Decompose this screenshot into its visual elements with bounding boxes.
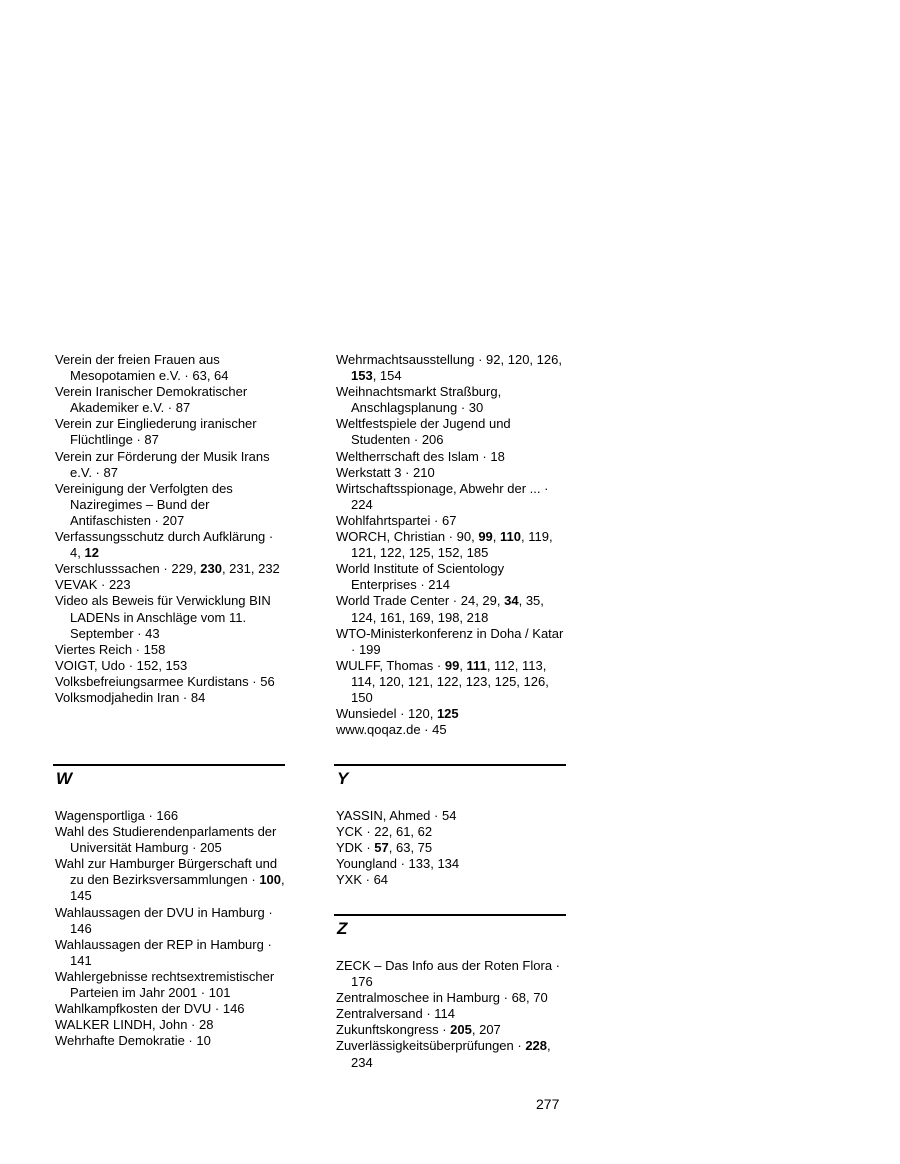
index-entry: VEVAK · 223 — [55, 577, 131, 593]
index-entry: Werkstatt 3 · 210 — [336, 464, 435, 480]
bold-page-reference: 153 — [351, 368, 373, 384]
index-entry: Zentralmoschee in Hamburg · 68, 70 — [336, 990, 548, 1006]
index-entry: Wehrhafte Demokratie · 10 — [55, 1033, 211, 1049]
bold-page-reference: 125 — [436, 706, 459, 722]
index-entry: WTO-Ministerkonferenz in Doha / Katar · 199 — [336, 625, 564, 657]
index-list-y — [336, 808, 568, 888]
index-entry: Zentralversand · 114 — [336, 1006, 455, 1022]
section-rule-w — [53, 764, 285, 766]
index-entry: Zukunftskongress · 205, 207 — [336, 1022, 501, 1038]
index-entry: ZECK – Das Info aus der Roten Flora · 176 — [336, 958, 560, 990]
index-entry: Zuverlässigkeitsüberprüfungen · 228, 234 — [336, 1038, 551, 1070]
index-entry: YASSIN, Ahmed · 54 — [336, 808, 457, 823]
index-entry: Verschlusssachen · 229, 230, 231, 232 — [55, 561, 280, 577]
bold-page-reference: 205 — [450, 1022, 472, 1038]
bold-page-reference: 12 — [84, 545, 99, 561]
bold-page-reference: 99 — [444, 657, 460, 673]
index-entry: Weihnachtsmarkt Straßburg, Anschlagsplanung · 30 — [336, 384, 502, 416]
index-entry: WULFF, Thomas · 99, 111, 112, 113, 114, 120, 121, 122, 123, 125, 126, 150 — [336, 657, 549, 705]
index-entry: WALKER LINDH, John · 28 — [55, 1017, 214, 1033]
index-entry: Verein der freien Frauen aus Mesopotamien e.V. · 63, 64 — [55, 352, 229, 384]
index-entry: Wehrmachtsausstellung · 92, 120, 126, 153, 154 — [336, 352, 562, 384]
index-entry: Verein zur Eingliederung iranischer Flüchtlinge · 87 — [55, 416, 257, 448]
index-entry: Wahlkampfkosten der DVU · 146 — [55, 1001, 245, 1017]
index-entry: Youngland · 133, 134 — [336, 856, 460, 872]
index-entry: Wunsiedel · 120, 125 — [336, 706, 459, 722]
index-entry: Verein Iranischer Demokratischer Akademiker e.V. · 87 — [55, 384, 248, 416]
index-entry: Wahlaussagen der REP in Hamburg · 141 — [55, 936, 272, 968]
page-number: 277 — [536, 1096, 560, 1112]
index-entry: Weltherrschaft des Islam · 18 — [336, 448, 505, 464]
index-entry: Wahlaussagen der DVU in Hamburg · 146 — [55, 904, 273, 936]
bold-page-reference: 57 — [374, 840, 389, 856]
index-entry: Wohlfahrtspartei · 67 — [336, 512, 457, 528]
index-list-v — [55, 352, 287, 706]
index-entry: YDK · 57, 63, 75 — [336, 840, 433, 856]
index-entry: YXK · 64 — [336, 872, 389, 888]
bold-page-reference: 110 — [500, 529, 521, 545]
index-entry: World Trade Center · 24, 29, 34, 35, 124, 161, 169, 198, 218 — [336, 593, 544, 625]
index-entry: Wirtschaftsspionage, Abwehr der ... · 224 — [336, 480, 549, 512]
index-entry: Weltfestspiele der Jugend und Studenten · 206 — [336, 416, 511, 448]
index-entry: www.qoqaz.de · 45 — [336, 722, 447, 738]
index-entry: World Institute of Scientology Enterprises · 214 — [336, 561, 505, 593]
index-entry: Video als Beweis für Verwicklung BIN LADENs in Anschläge vom 11. September · 43 — [55, 593, 271, 641]
index-entry: YCK · 22, 61, 62 — [336, 824, 433, 840]
section-rule-y — [334, 764, 566, 766]
index-entry: Viertes Reich · 158 — [55, 641, 166, 657]
index-entry: Vereinigung der Verfolgten des Naziregimes – Bund der Antifaschisten · 207 — [55, 480, 233, 528]
bold-page-reference: 230 — [200, 561, 222, 577]
bold-page-reference: 100 — [259, 872, 282, 888]
index-entry: Wahl zur Hamburger Bürgerschaft und zu den Bezirksversammlungen · 100, 145 — [55, 856, 285, 904]
bold-page-reference: 228 — [525, 1038, 548, 1054]
index-entry: Volksmodjahedin Iran · 84 — [55, 689, 206, 705]
section-letter-y: Y — [337, 769, 349, 788]
index-entry: Volksbefreiungsarmee Kurdistans · 56 — [55, 673, 275, 689]
index-entry: Wahlergebnisse rechtsextremistischer Parteien im Jahr 2001 · 101 — [55, 968, 275, 1001]
bold-page-reference: 111 — [466, 657, 487, 673]
index-list-w-continued — [336, 352, 568, 738]
index-entry: VOIGT, Udo · 152, 153 — [55, 657, 188, 673]
bold-page-reference: 99 — [478, 529, 493, 545]
index-entry: Wahl des Studierendenparlaments der Universität Hamburg · 205 — [55, 824, 277, 856]
index-list-z — [336, 958, 568, 1071]
section-letter-z: Z — [337, 919, 348, 938]
index-entry: WORCH, Christian · 90, 99, 110, 119, 121, 122, 125, 152, 185 — [336, 529, 553, 561]
index-entry: Wagensportliga · 166 — [55, 808, 179, 823]
index-entry: Verfassungsschutz durch Aufklärung · 4, 12 — [55, 529, 274, 561]
section-letter-w: W — [56, 769, 73, 788]
index-list-w — [55, 808, 287, 1049]
bold-page-reference: 34 — [504, 593, 519, 609]
section-rule-z — [334, 914, 566, 916]
index-entry: Verein zur Förderung der Musik Irans e.V. · 87 — [55, 448, 270, 480]
